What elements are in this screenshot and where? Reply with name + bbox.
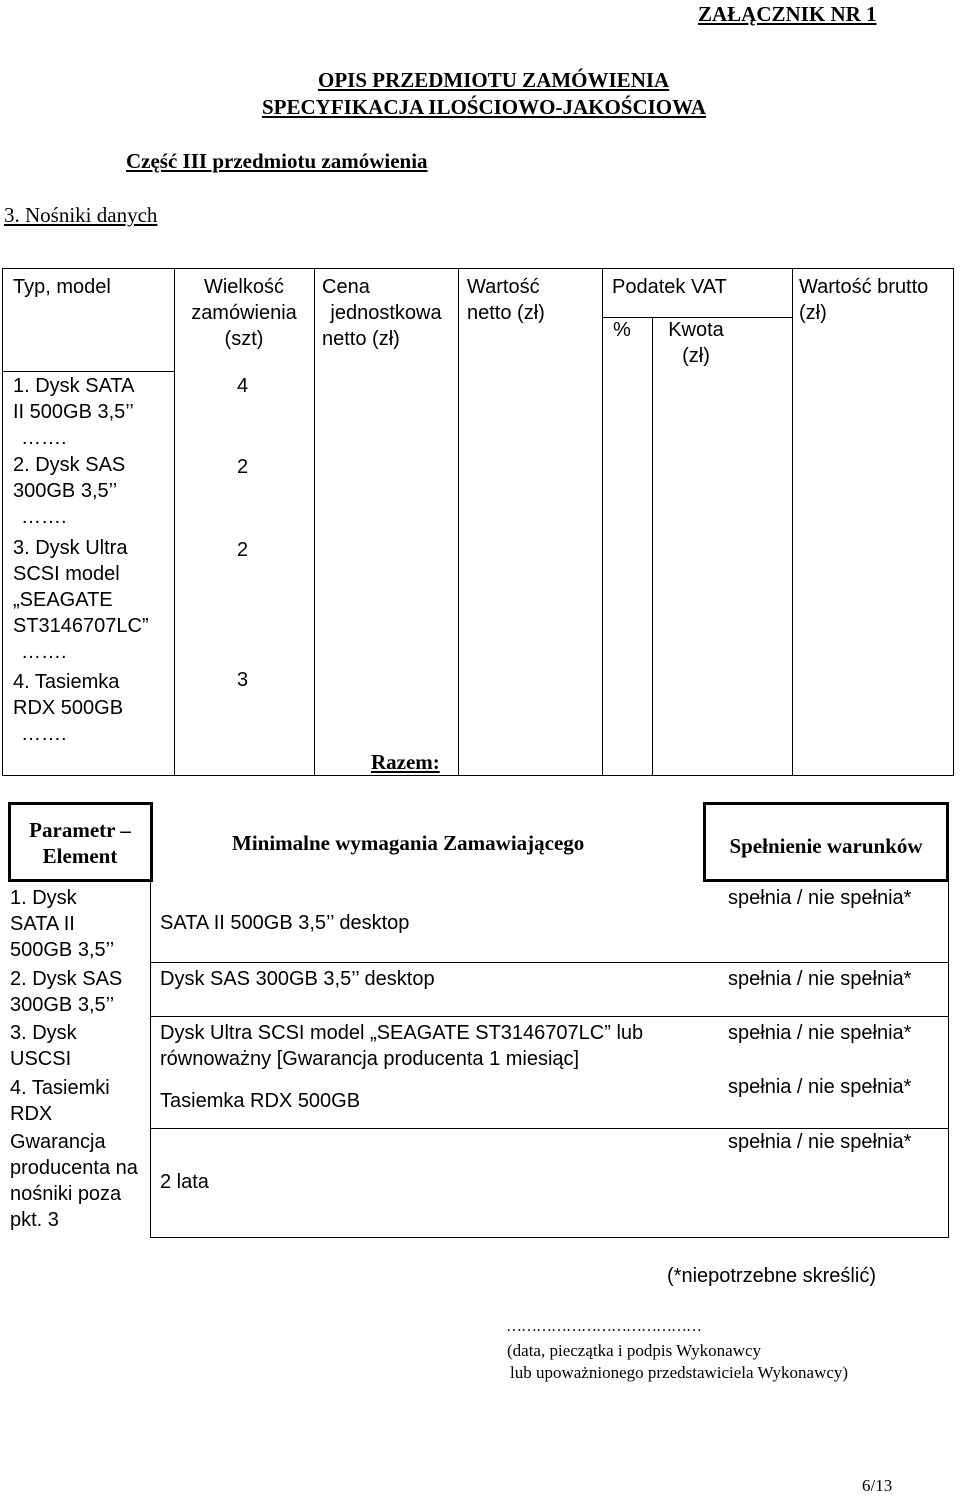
document-title-line2: SPECYFIKACJA ILOŚCIOWO-JAKOŚCIOWA	[262, 95, 706, 119]
req-row-2-param: 2. Dysk SAS 300GB 3,5’’	[10, 968, 123, 1016]
total-label: Razem:	[371, 750, 440, 774]
req-row-1-requirement: SATA II 500GB 3,5’’ desktop	[160, 912, 410, 934]
req-row-2-status: spełnia / nie spełnia*	[728, 968, 912, 990]
req-row-5-status: spełnia / nie spełnia*	[728, 1131, 912, 1153]
header-vat: Podatek VAT	[612, 276, 727, 298]
pricing-row-4-qty: 3	[237, 669, 249, 691]
req-row-1-status: spełnia / nie spełnia*	[728, 887, 912, 909]
header-quantity: Wielkość zamówienia (szt)	[191, 276, 297, 350]
page-number: 6/13	[862, 1476, 893, 1495]
pricing-row-2-type: 2. Dysk SAS 300GB 3,5’’ …….	[13, 454, 126, 528]
signature-dots: …………………………………	[506, 1318, 701, 1335]
pricing-table	[2, 268, 954, 776]
footnote-strike-out: (*niepotrzebne skreślić)	[667, 1265, 876, 1287]
pricing-row-4-type: 4. Tasiemka RDX 500GB …….	[13, 671, 124, 745]
header-unit-price: Cena jednostkowa netto (zł)	[322, 276, 442, 350]
req-row-4-requirement: Tasiemka RDX 500GB	[160, 1090, 361, 1112]
req-row-2-requirement: Dysk SAS 300GB 3,5’’ desktop	[160, 968, 435, 990]
header-parameter: Parametr – Element	[29, 818, 131, 868]
req-row-5-param: Gwarancja producenta na nośniki poza pkt. 3	[10, 1131, 138, 1231]
req-row-4-param: 4. Tasiemki RDX	[10, 1077, 110, 1125]
header-net-value: Wartość netto (zł)	[467, 276, 545, 324]
pricing-row-1-qty: 4	[237, 375, 249, 397]
req-row-3-status: spełnia / nie spełnia*	[728, 1022, 912, 1044]
req-row-3-requirement: Dysk Ultra SCSI model „SEAGATE ST3146707LC” lub równoważny [Gwarancja producenta 1 miesiąc]	[160, 1022, 644, 1070]
attachment-label: ZAŁĄCZNIK NR 1	[698, 2, 877, 26]
pricing-row-1-type: 1. Dysk SATA II 500GB 3,5’’ …….	[13, 375, 135, 449]
header-compliance: Spełnienie warunków	[729, 834, 923, 858]
section-heading: 3. Nośniki danych	[4, 203, 158, 227]
header-vat-percent: %	[613, 319, 631, 341]
header-requirements: Minimalne wymagania Zamawiającego	[232, 831, 585, 855]
pricing-row-2-qty: 2	[237, 456, 249, 478]
pricing-row-3-type: 3. Dysk Ultra SCSI model „SEAGATE ST3146707LC” …….	[13, 537, 149, 663]
signature-caption-line1: (data, pieczątka i podpis Wykonawcy	[507, 1341, 762, 1360]
req-row-3-param: 3. Dysk USCSI	[10, 1022, 77, 1070]
pricing-row-3-qty: 2	[237, 539, 249, 561]
header-gross-value: Wartość brutto (zł)	[799, 276, 929, 324]
header-vat-amount: Kwota (zł)	[668, 319, 724, 367]
requirements-table	[0, 802, 950, 1238]
header-type-model: Typ, model	[13, 276, 111, 298]
part-heading: Część III przedmiotu zamówienia	[126, 149, 428, 173]
req-row-4-status: spełnia / nie spełnia*	[728, 1076, 912, 1098]
req-row-5-requirement: 2 lata	[160, 1171, 209, 1193]
document-title-line1: OPIS PRZEDMIOTU ZAMÓWIENIA	[318, 68, 670, 92]
signature-caption-line2: lub upoważnionego przedstawiciela Wykonawcy)	[510, 1363, 849, 1382]
req-row-1-param: 1. Dysk SATA II 500GB 3,5’’	[10, 887, 115, 961]
